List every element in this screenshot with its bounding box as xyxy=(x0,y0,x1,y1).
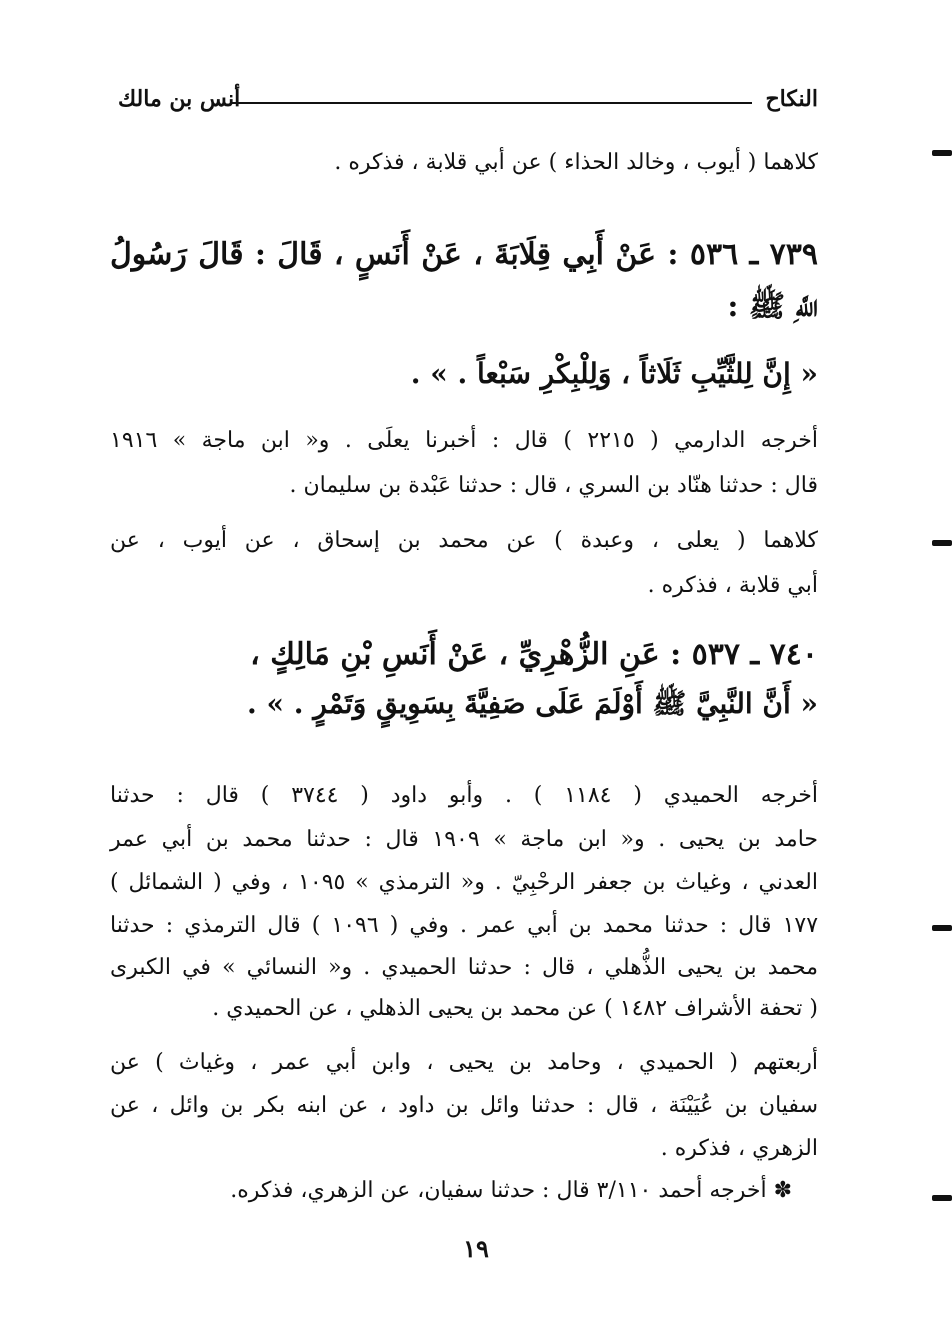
hadith-739-quote: « إِنَّ لِلثَّيِّبِ ثَلَاثاً ، وَلِلْبِكْرِ سَبْعاً . » . xyxy=(410,357,818,390)
takhrij-740-line-1: أخرجه الحميدي ( ١١٨٤ ) . وأبو داود ( ٣٧٤٤ ) قال : حدثنا xyxy=(110,783,818,808)
takhrij-740-line-7: أربعتهم ( الحميدي ، وحامد بن يحيى ، وابن أبي عمر ، وغياث ) عن xyxy=(110,1050,818,1075)
margin-tick xyxy=(932,540,952,546)
takhrij-739-line-1: أخرجه الدارمي ( ٢٢١٥ ) قال : أخبرنا يعلَى . و« ابن ماجة » ١٩١٦ xyxy=(110,428,819,453)
page-number: ١٩ xyxy=(463,1234,489,1263)
takhrij-740-line-8: سفيان بن عُيَيْنَة ، قال : حدثنا وائل بن داود ، عن ابنه بكر بن وائل ، عن xyxy=(110,1093,818,1118)
hadith-739-line-2: اللَّهِ ﷺ : xyxy=(727,289,818,324)
margin-tick xyxy=(932,925,952,931)
takhrij-739-line-4: أبي قلابة ، فذكره . xyxy=(647,573,818,598)
takhrij-740-line-4: ١٧٧ قال : حدثنا محمد بن أبي عمر . وفي ( ١٠٩٦ ) قال الترمذي : حدثنا xyxy=(110,913,819,938)
hadith-739-line-1: ٧٣٩ ـ ٥٣٦ : عَنْ أَبِي قِلَابَةَ ، عَنْ أَنَسٍ ، قَالَ : قَالَ رَسُولُ xyxy=(110,237,818,272)
margin-tick xyxy=(932,1195,952,1201)
header-rule xyxy=(230,102,752,104)
takhrij-740-line-2: حامد بن يحيى . و« ابن ماجة » ١٩٠٩ قال : حدثنا محمد بن أبي عمر xyxy=(110,827,819,852)
margin-tick xyxy=(932,150,952,156)
hadith-740-quote: « أَنَّ النَّبِيَّ ﷺ أَوْلَمَ عَلَى صَفِيَّةَ بِسَوِيقٍ وَتَمْرٍ . » . xyxy=(247,687,818,720)
running-header xyxy=(118,84,818,124)
narrator-title: أنس بن مالك xyxy=(118,86,241,112)
takhrij-740-line-3: العدني ، وغياث بن جعفر الرحْبِيّ . و« الترمذي » ١٠٩٥ ، وفي ( الشمائل ) xyxy=(110,870,818,895)
takhrij-739-line-2: قال : حدثنا هنّاد بن السري ، قال : حدثنا عَبْدة بن سليمان . xyxy=(289,473,818,498)
intro-line: كلاهما ( أيوب ، وخالد الحذاء ) عن أبي قلابة ، فذكره . xyxy=(334,150,818,175)
hadith-740-line-1: ٧٤٠ ـ ٥٣٧ : عَنِ الزُّهْرِيِّ ، عَنْ أَنَسِ بْنِ مَالِكٍ ، xyxy=(250,637,818,672)
footnote-ahmad: ✽ أخرجه أحمد ٣/١١٠ قال : حدثنا سفيان، عن الزهري، فذكره. xyxy=(230,1178,792,1203)
takhrij-740-line-6: ( تحفة الأشراف ١٤٨٢ ) عن محمد بن يحيى الذهلي ، عن الحميدي . xyxy=(212,996,818,1021)
takhrij-740-line-5: محمد بن يحيى الذُّهلي ، قال : حدثنا الحميدي . و« النسائي » في الكبرى xyxy=(110,955,818,980)
takhrij-739-line-3: كلاهما ( يعلى ، وعبدة ) عن محمد بن إسحاق ، عن أيوب ، عن xyxy=(110,528,818,553)
takhrij-740-line-9: الزهري ، فذكره . xyxy=(660,1136,818,1161)
chapter-title: النكاح xyxy=(765,86,818,112)
